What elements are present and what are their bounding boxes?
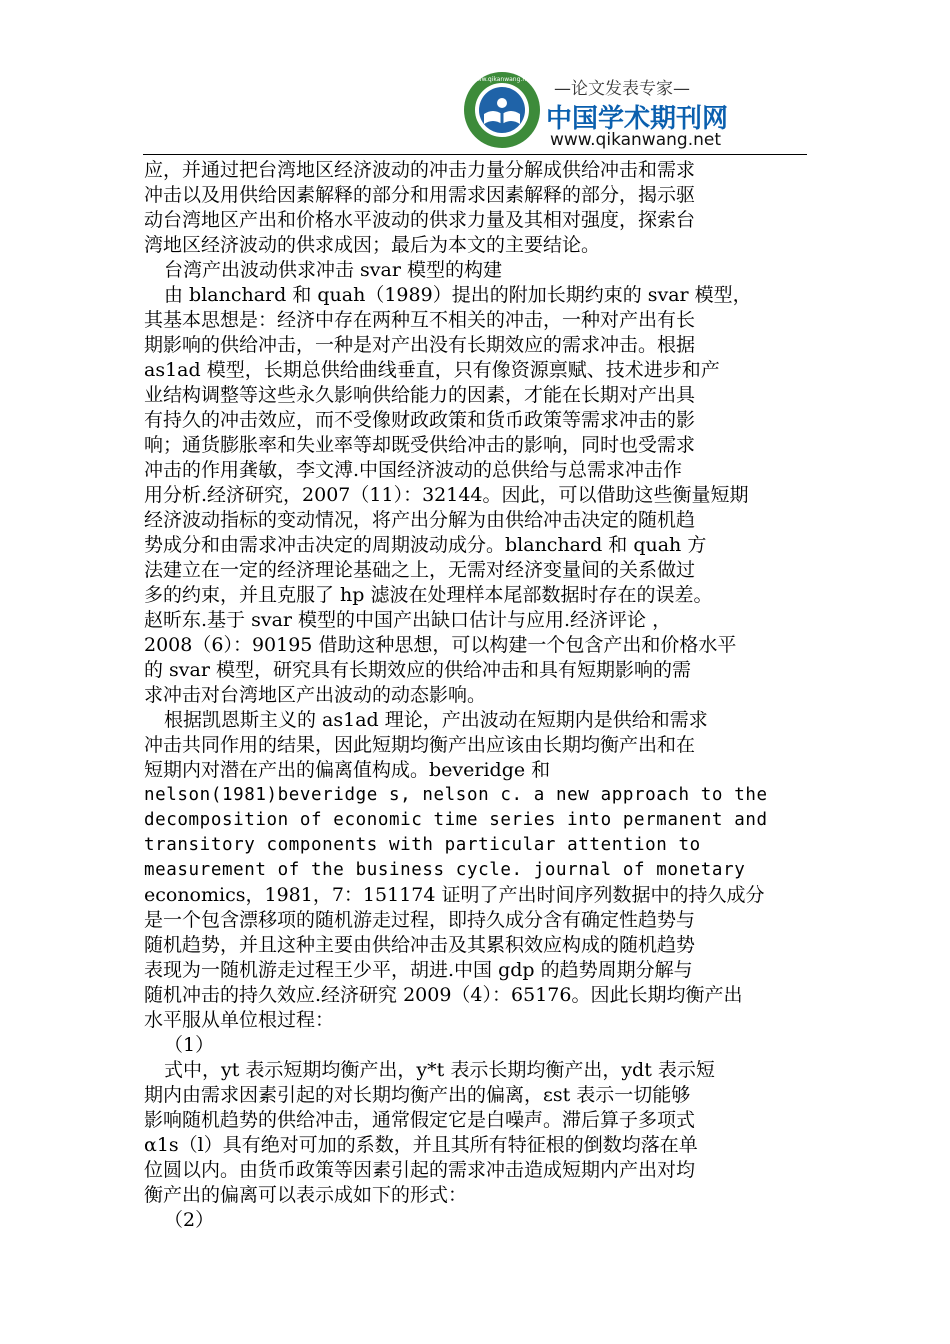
text-line: 衡产出的偏离可以表示成如下的形式： xyxy=(144,1184,468,1206)
text-line: 期影响的供给冲击，一种是对产出没有长期效应的需求冲击。根据 xyxy=(144,334,696,356)
text-line: 是一个包含漂移项的随机游走过程，即持久成分含有确定性趋势与 xyxy=(144,909,696,931)
text-line: economics，1981，7：151174 证明了产出时间序列数据中的持久成分 xyxy=(144,884,765,906)
text-line: 动台湾地区产出和价格水平波动的供求力量及其相对强度，探索台 xyxy=(144,209,696,231)
text-line: 响；通货膨胀率和失业率等却既受供给冲击的影响，同时也受需求 xyxy=(144,434,696,456)
logo-brand-name: 中国学术期刊网 xyxy=(546,104,729,134)
text-line: 冲击以及用供给因素解释的部分和用需求因素解释的部分，揭示驱 xyxy=(144,184,696,206)
text-line: decomposition of economic time series into permanent and xyxy=(144,810,768,830)
seal-text: www.qikanwang.net xyxy=(471,76,533,83)
text-line: 的 svar 模型，研究具有长期效应的供给冲击和具有短期影响的需 xyxy=(144,659,691,681)
text-line: 多的约束，并且克服了 hp 滤波在处理样本尾部数据时存在的误差。 xyxy=(144,584,713,606)
text-line: 随机冲击的持久效应.经济研究 2009（4）：65176。因此长期均衡产出 xyxy=(144,984,743,1006)
logo-url: www.qikanwang.net xyxy=(550,130,721,150)
text-line: 冲击的作用龚敏，李文溥.中国经济波动的总供给与总需求冲击作 xyxy=(144,459,683,481)
text-line: α1s（l）具有绝对可加的系数，并且其所有特征根的倒数均落在单 xyxy=(144,1134,698,1156)
text-line: nelson(1981)beveridge s, nelson c. a new approach to the xyxy=(144,785,768,805)
text-line: 冲击共同作用的结果，因此短期均衡产出应该由长期均衡产出和在 xyxy=(144,734,696,756)
text-line: 影响随机趋势的供给冲击，通常假定它是白噪声。滞后算子多项式 xyxy=(144,1109,696,1131)
header-divider xyxy=(143,154,807,155)
document-body xyxy=(144,158,804,1233)
text-line: measurement of the business cycle. journal of monetary xyxy=(144,860,746,880)
text-line: transitory components with particular attention to xyxy=(144,835,701,855)
header-logo xyxy=(462,70,729,150)
equation-number: （1） xyxy=(164,1034,215,1056)
text-line: 用分析.经济研究，2007（11）：32144。因此，可以借助这些衡量短期 xyxy=(144,484,749,506)
text-line: 式中，yt 表示短期均衡产出，y*t 表示长期均衡产出，ydt 表示短 xyxy=(164,1059,715,1081)
text-line: 法建立在一定的经济理论基础之上，无需对经济变量间的关系做过 xyxy=(144,559,696,581)
text-line: 赵昕东.基于 svar 模型的中国产出缺口估计与应用.经济评论 ， xyxy=(144,609,672,631)
text-line: 表现为一随机游走过程王少平，胡进.中国 gdp 的趋势周期分解与 xyxy=(144,959,693,981)
text-line: as1ad 模型，长期总供给曲线垂直，只有像资源禀赋、技术进步和产 xyxy=(144,359,720,381)
equation-number: （2） xyxy=(164,1209,215,1231)
text-line: 湾地区经济波动的供求成因；最后为本文的主要结论。 xyxy=(144,234,601,256)
text-line: 业结构调整等这些永久影响供给能力的因素，才能在长期对产出具 xyxy=(144,384,696,406)
text-line: 有持久的冲击效应，而不受像财政政策和货币政策等需求冲击的影 xyxy=(144,409,696,431)
text-line: 势成分和由需求冲击决定的周期波动成分。blanchard 和 quah 方 xyxy=(144,534,707,556)
text-line: 其基本思想是：经济中存在两种互不相关的冲击，一种对产出有长 xyxy=(144,309,696,331)
text-line: 根据凯恩斯主义的 as1ad 理论，产出波动在短期内是供给和需求 xyxy=(164,709,708,731)
journal-seal-logo xyxy=(462,70,542,150)
text-line: 求冲击对台湾地区产出波动的动态影响。 xyxy=(144,684,487,706)
text-line: 经济波动指标的变动情况，将产出分解为由供给冲击决定的随机趋 xyxy=(144,509,696,531)
text-line: 应，并通过把台湾地区经济波动的冲击力量分解成供给冲击和需求 xyxy=(144,159,696,181)
text-line: 随机趋势，并且这种主要由供给冲击及其累积效应构成的随机趋势 xyxy=(144,934,696,956)
text-line: 短期内对潜在产出的偏离值构成。beveridge 和 xyxy=(144,759,551,781)
text-line: 水平服从单位根过程： xyxy=(144,1009,335,1031)
text-line: 位圆以内。由货币政策等因素引起的需求冲击造成短期内产出对均 xyxy=(144,1159,696,1181)
text-line: 2008（6）：90195 借助这种思想，可以构建一个包含产出和价格水平 xyxy=(144,634,737,656)
logo-tagline: —论文发表专家— xyxy=(554,79,690,99)
section-heading: 台湾产出波动供求冲击 svar 模型的构建 xyxy=(164,259,502,281)
text-line: 由 blanchard 和 quah（1989）提出的附加长期约束的 svar 模型， xyxy=(164,284,752,306)
text-line: 期内由需求因素引起的对长期均衡产出的偏离，εst 表示一切能够 xyxy=(144,1084,691,1106)
